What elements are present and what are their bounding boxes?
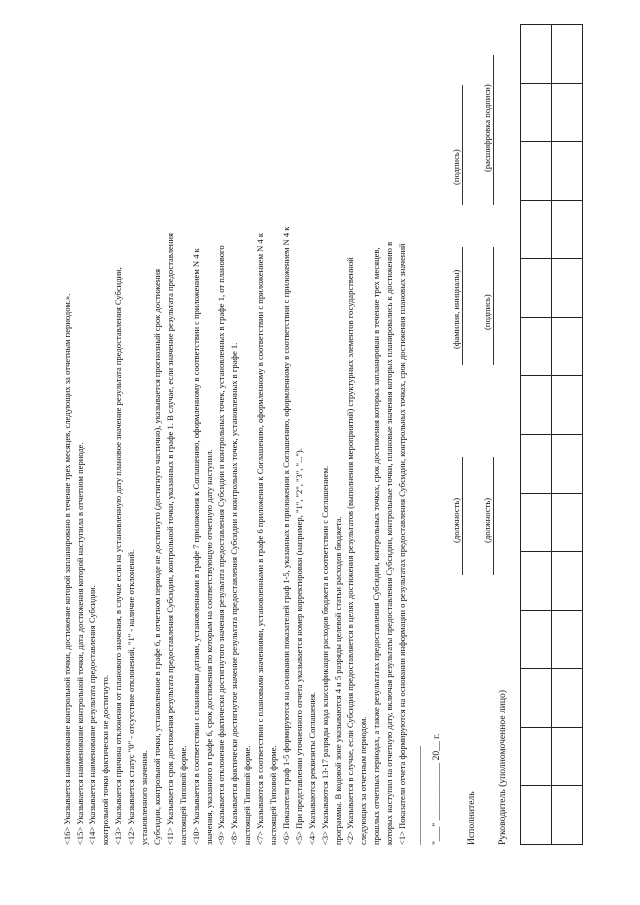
table-cell — [552, 83, 583, 142]
head-position-caption: (должность) — [482, 497, 492, 543]
table-cell — [521, 258, 552, 317]
executor-signature-line — [462, 85, 463, 205]
report-table-fragment — [520, 24, 583, 845]
footnote-line: <3> Указываются 13-17 разряды кода классификации расходов бюджета в соответствии с Соглашением. — [319, 465, 330, 845]
table-cell — [521, 493, 552, 552]
footnote-line: <14> Указывается наименование результата предоставления Субсидии. — [87, 585, 98, 845]
footnote-line: <4> Указываются реквизиты Соглашения. — [306, 691, 317, 845]
footnote-line: <12> Указывается статус "0" - отсутствие отклонений, "1" - наличие отклонений. — [126, 549, 137, 845]
footnote-line: настоящей Типовой форме. — [268, 745, 278, 845]
table-cell — [521, 668, 552, 727]
table-cell — [521, 610, 552, 669]
footnote-line: настоящей Типовой форме. — [242, 745, 253, 845]
footnote-line: <2> Указывается в случае, если Субсидия предоставляется в целях достижения результатов (выполнения мероприятий) структурных элементов государственной — [345, 257, 356, 845]
footnote-line: <1> Показатели отчета формируются на основании информации о результатах предоставления Субсидии, контрольных точках, срок достижения плановых значений — [397, 243, 407, 845]
table-cell — [521, 785, 552, 844]
executor-position-line — [462, 457, 463, 575]
table-cell — [552, 375, 583, 434]
footnote-line: Субсидии, контрольной точки, установленное в графе 6, в отчетном периоде не достигнуто (достигнуто частично), указывается прогнозный срок достижения — [151, 268, 162, 845]
head-signature-caption: (подпись) — [482, 294, 492, 330]
head-decoding-caption: (расшифровка подписи) — [482, 84, 492, 172]
table-cell — [552, 258, 583, 317]
footnote-line: <15> Указывается наименование контрольной точки, дата достижения которой наступила в отчетном периоде. — [74, 442, 85, 845]
footnote-line: следующих за отчетным периодом. — [358, 716, 369, 845]
table-cell — [552, 200, 583, 259]
table-cell — [552, 551, 583, 610]
footnote-line: настоящей Типовой форме. — [177, 745, 188, 845]
date-line: "___" ____________ 20__ г. — [431, 733, 442, 845]
table-cell — [552, 727, 583, 786]
executor-label: Исполнитель — [466, 791, 477, 845]
table-cell — [552, 317, 583, 376]
footnote-line: установленного значения. — [139, 750, 149, 845]
table-cell — [521, 83, 552, 142]
table-cell — [521, 24, 552, 83]
table-cell — [521, 141, 552, 200]
table-cell — [521, 727, 552, 786]
footnote-line: <9> Указывается отклонение фактически достигнутого значения результата предоставления Субсидии и контрольных точек, установленных в графе 1, от планового — [216, 245, 227, 845]
head-position-line — [493, 457, 494, 575]
table-cell — [521, 551, 552, 610]
table-cell — [521, 200, 552, 259]
table-cell — [552, 493, 583, 552]
footnote-line: контрольной точки фактически не достигнуто. — [100, 675, 111, 845]
footnote-line: <10> Указывается в соответствии с плановыми датами, установленными в графе 7 приложения к Соглашению, оформленному в соответствии с приложением N 4 к — [190, 248, 201, 845]
footnote-line: <7> Указываются в соответствии с плановыми значениями, установленными в графе 6 приложения к Соглашению, оформленному в соответствии с приложением N 4 к — [255, 233, 266, 845]
table-cell — [552, 785, 583, 844]
footnote-line: <5> При представлении уточненного отчета указывается номер корректировки (например, "1", "2", "3", "..."). — [293, 448, 304, 845]
executor-name-caption: (фамилия, инициалы) — [451, 269, 461, 349]
footnote-line: <16> Указывается наименование контрольной точки, достижение которой запланировано в течение трех месяцев, следующих за отчетным периодом.». — [61, 293, 72, 845]
table-cell — [521, 317, 552, 376]
separator-line: _______________________ — [412, 746, 423, 845]
footnote-line: <13> Указывается причина отклонения от планового значения, в случае если на установленную дату плановое значение результата предоставления Субсидии, — [113, 267, 124, 845]
footnote-line: значения, указанного в графе 6, срок достижения по которым на соответствующую отчетную дату наступил. — [203, 449, 214, 845]
table-cell — [521, 375, 552, 434]
footnote-line: <11> Указывается срок достижения результата предоставления Субсидии, контрольной точки, указанных в графе 1. В случае, если значение результата предоставления — [164, 233, 175, 845]
head-label: Руководитель (уполномоченное лицо) — [497, 689, 508, 845]
footnote-line: <6> Показатели граф 1-5 формируются на основании показателей граф 1-5, указанных в приложении к Соглашению, оформленному в соответствии с приложением N 4 к — [280, 226, 291, 845]
table-cell — [552, 610, 583, 669]
executor-position-caption: (должность) — [451, 497, 461, 543]
footnote-line: которых наступил на отчетную дату, включая результаты предоставления Субсидии, контрольные точки, плановые значения которых планировались к достижению в — [384, 241, 395, 845]
table-cell — [521, 434, 552, 493]
table-cell — [552, 434, 583, 493]
footnote-line: прошлых отчетных периодах, а также результатах предоставления Субсидии, контрольных точках, срок достижения которых запланирован в течение трех месяцев, — [371, 247, 382, 845]
head-decoding-line — [493, 55, 494, 205]
head-signature-line — [493, 247, 494, 365]
executor-name-line — [462, 247, 463, 365]
executor-signature-caption: (подпись) — [451, 149, 461, 185]
table-cell — [552, 24, 583, 83]
footnote-line: <8> Указывается фактически достигнутое значение результата предоставления Субсидии и контрольных точек, установленных в графе 1. — [229, 342, 240, 845]
table-cell — [552, 668, 583, 727]
table-cell — [552, 141, 583, 200]
footnote-line: программы. В кодовой зоне указываются 4 и 5 разряды целевой статьи расходов бюджета. — [332, 516, 343, 845]
